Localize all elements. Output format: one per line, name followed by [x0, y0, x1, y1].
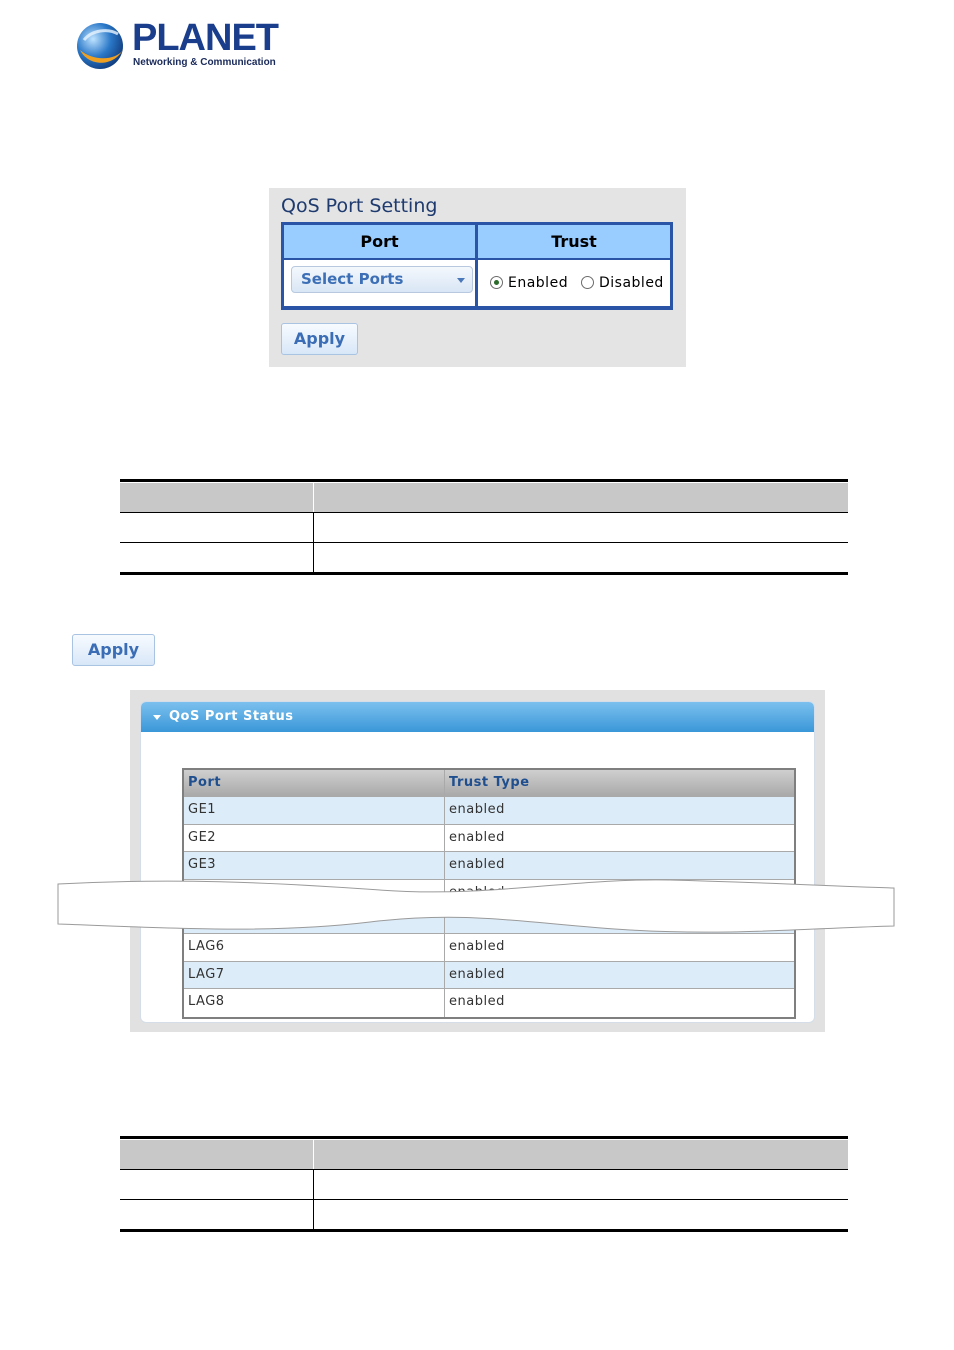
port-cell: GE2 [184, 825, 445, 851]
description-table-2 [120, 1136, 848, 1234]
port-cell: GE1 [184, 797, 445, 823]
row-rule [120, 1199, 848, 1200]
planet-logo [76, 18, 276, 74]
trust-type-cell: enabled [449, 857, 505, 873]
collapse-triangle-icon[interactable] [153, 715, 161, 720]
select-ports-value: Select Ports [301, 270, 404, 288]
table-row [184, 962, 794, 989]
torn-paper-break [50, 870, 900, 950]
port-cell: LAG7 [184, 962, 445, 988]
chevron-down-icon [457, 278, 465, 283]
table-bottom-rule [120, 572, 848, 575]
qos-port-setting-title: QoS Port Setting [281, 195, 438, 217]
column-header-trust: Trust [478, 225, 670, 258]
qos-port-status-header[interactable] [141, 702, 814, 732]
port-cell: LAG8 [184, 989, 445, 1016]
port-cell: GE3 [184, 852, 445, 878]
table-top-rule [120, 1136, 848, 1139]
table-row [184, 825, 794, 852]
trust-enabled-label: Enabled [508, 275, 569, 291]
trust-cell [478, 260, 670, 306]
description-table-1 [120, 479, 848, 577]
qos-port-status-panel [130, 690, 825, 1032]
row-rule [120, 542, 848, 543]
table-row [184, 797, 794, 824]
table-top-rule [120, 479, 848, 482]
row-rule [120, 512, 848, 513]
header-divider [313, 483, 314, 512]
qos-port-status-title: QoS Port Status [169, 709, 294, 724]
trust-type-cell: enabled [449, 802, 505, 818]
trust-type-cell: enabled [449, 994, 505, 1010]
logo-wordmark: PLANET [132, 17, 278, 59]
port-cell: LAG6 [184, 934, 445, 960]
table-row [184, 989, 794, 1016]
trust-type-cell: enabled [449, 939, 505, 955]
qos-port-setting-table [281, 222, 673, 310]
header-divider [313, 1140, 314, 1169]
trust-enabled-radio[interactable] [490, 276, 503, 289]
column-header-port: Port [184, 770, 445, 796]
row-rule [120, 1169, 848, 1170]
table-bottom-rule [120, 1229, 848, 1232]
table-header-row [120, 1140, 848, 1169]
table-header-row [184, 770, 794, 797]
trust-type-cell: enabled [449, 829, 505, 845]
select-ports-dropdown[interactable] [291, 266, 473, 293]
table-header-row [120, 483, 848, 512]
trust-disabled-label: Disabled [599, 275, 664, 291]
setting-apply-button[interactable]: Apply [281, 323, 358, 355]
trust-disabled-radio[interactable] [581, 276, 594, 289]
trust-type-cell: enabled [449, 966, 505, 982]
port-cell [284, 260, 475, 306]
logo-tagline: Networking & Communication [133, 57, 276, 68]
column-header-trust-type: Trust Type [449, 775, 530, 790]
apply-button[interactable]: Apply [72, 634, 155, 666]
qos-port-setting-panel [269, 188, 686, 367]
globe-icon [76, 20, 126, 72]
qos-port-status-box [140, 701, 815, 1023]
column-header-port: Port [284, 225, 475, 258]
